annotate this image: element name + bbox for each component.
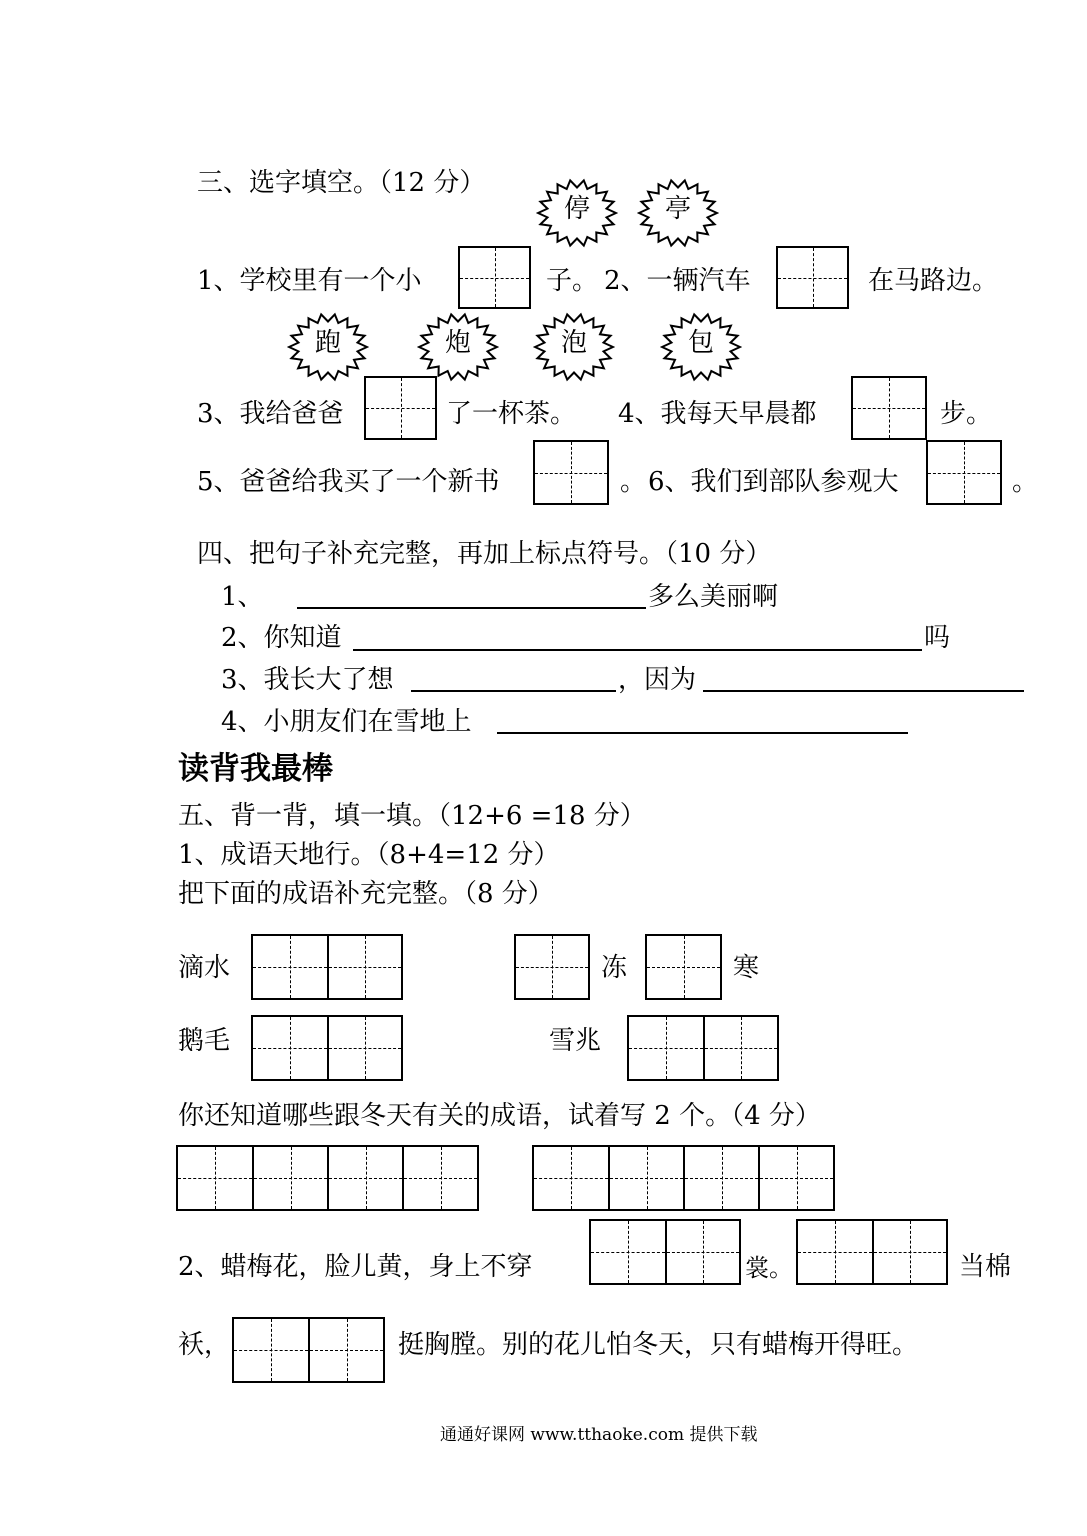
writing-cell[interactable] — [308, 1317, 385, 1383]
writing-cell[interactable] — [251, 934, 329, 1000]
writing-cell[interactable] — [796, 1219, 874, 1285]
idiom2-suffix: 寒 — [733, 953, 760, 983]
part2-answer-boxes-2[interactable] — [796, 1219, 948, 1285]
char-option-ting-pavilion — [637, 178, 719, 248]
extra-idiom-1-boxes[interactable] — [176, 1145, 479, 1211]
idiom3-prefix: 鹅毛 — [178, 1026, 231, 1056]
writing-cell[interactable] — [364, 376, 437, 440]
idiom3-answer-boxes[interactable] — [251, 1015, 403, 1081]
extra-idioms-instruction: 你还知道哪些跟冬天有关的成语，试着写 2 个。（4 分） — [178, 1101, 821, 1131]
char-label: 停 — [563, 194, 590, 224]
part2-text-1: 2、蜡梅花，脸儿黄，身上不穿 — [178, 1252, 533, 1282]
q3-suffix: 了一杯茶。 — [446, 399, 577, 429]
writing-cell[interactable] — [703, 1015, 779, 1081]
writing-cell[interactable] — [776, 246, 849, 309]
writing-cell[interactable] — [872, 1219, 948, 1285]
part2-answer-boxes-3[interactable] — [232, 1317, 385, 1383]
char-label: 亭 — [664, 194, 691, 224]
writing-cell[interactable] — [327, 1015, 403, 1081]
char-label: 泡 — [560, 328, 587, 358]
idiom4-answer-boxes[interactable] — [627, 1015, 779, 1081]
s3-blank-2[interactable] — [703, 690, 1024, 692]
q4-answer-box[interactable] — [851, 376, 927, 440]
writing-cell[interactable] — [851, 376, 927, 440]
q2-suffix: 在马路边。 — [868, 266, 999, 296]
char-label: 跑 — [314, 328, 341, 358]
writing-cell[interactable] — [926, 440, 1002, 505]
writing-cell[interactable] — [514, 934, 590, 1000]
char-option-pao-cannon — [417, 312, 499, 382]
writing-cell[interactable] — [665, 1219, 741, 1285]
writing-cell[interactable] — [252, 1145, 329, 1211]
q6-answer-box[interactable] — [926, 440, 1002, 505]
char-option-pao-bubble — [533, 312, 615, 382]
writing-cell[interactable] — [533, 440, 609, 505]
part1-heading: 1、成语天地行。（8+4=12 分） — [178, 840, 560, 870]
section3-heading: 三、选字填空。（12 分） — [197, 168, 486, 198]
s3-prefix: 3、我长大了想 — [221, 665, 394, 695]
writing-cell[interactable] — [683, 1145, 760, 1211]
writing-cell[interactable] — [327, 1145, 404, 1211]
s2-suffix: 吗 — [924, 623, 951, 653]
idiom2-answer-box-2[interactable] — [645, 934, 722, 1000]
writing-cell[interactable] — [758, 1145, 835, 1211]
idiom2-answer-box-1[interactable] — [514, 934, 590, 1000]
s1-number: 1、 — [221, 582, 264, 612]
section4-heading: 四、把句子补充完整，再加上标点符号。（10 分） — [197, 539, 772, 569]
writing-cell[interactable] — [608, 1145, 685, 1211]
q1-suffix: 子。 — [546, 266, 599, 296]
writing-cell[interactable] — [176, 1145, 254, 1211]
writing-cell[interactable] — [627, 1015, 705, 1081]
idiom1-answer-boxes[interactable] — [251, 934, 403, 1000]
writing-cell[interactable] — [232, 1317, 310, 1383]
s3-middle: ，因为 — [618, 665, 697, 695]
q3-prefix: 3、我给爸爸 — [197, 399, 344, 429]
q6-suffix: 。 — [1012, 467, 1039, 497]
section5-heading: 五、背一背，填一填。（12+6 =18 分） — [178, 801, 646, 831]
footer-credit: 通通好课网 www.tthaoke.com 提供下载 — [440, 1425, 758, 1445]
q5-suffix: 。 — [620, 467, 647, 497]
idiom1-prefix: 滴水 — [178, 953, 231, 983]
part2-answer-boxes-1[interactable] — [589, 1219, 741, 1285]
q5-answer-box[interactable] — [533, 440, 609, 505]
part2-text-5: 挺胸膛。别的花儿怕冬天，只有蜡梅开得旺。 — [398, 1330, 919, 1360]
q1-answer-box[interactable] — [458, 246, 531, 309]
part1-instruction: 把下面的成语补充完整。（8 分） — [178, 879, 554, 909]
part2-text-4: 袄， — [178, 1330, 231, 1360]
q1-prefix: 1、学校里有一个小 — [197, 266, 422, 296]
q6-prefix: 6、我们到部队参观大 — [648, 467, 899, 497]
s1-blank[interactable] — [297, 607, 646, 609]
q2-answer-box[interactable] — [776, 246, 849, 309]
char-label: 炮 — [444, 328, 471, 358]
extra-idiom-2-boxes[interactable] — [532, 1145, 835, 1211]
s2-blank[interactable] — [353, 649, 922, 651]
char-option-pao-run — [287, 312, 369, 382]
part2-text-3: 当棉 — [959, 1252, 1012, 1282]
q4-suffix: 步。 — [940, 399, 993, 429]
s1-suffix: 多么美丽啊 — [648, 582, 779, 612]
idiom4-prefix: 雪兆 — [549, 1026, 602, 1056]
q5-prefix: 5、爸爸给我买了一个新书 — [197, 467, 500, 497]
reading-section-title: 读背我最棒 — [178, 751, 333, 787]
char-label: 包 — [687, 328, 714, 358]
char-option-ting-stop — [536, 178, 618, 248]
writing-cell[interactable] — [458, 246, 531, 309]
writing-cell[interactable] — [532, 1145, 610, 1211]
idiom2-middle: 冻 — [601, 953, 628, 983]
writing-cell[interactable] — [251, 1015, 329, 1081]
writing-cell[interactable] — [645, 934, 722, 1000]
s2-prefix: 2、你知道 — [221, 623, 342, 653]
q3-answer-box[interactable] — [364, 376, 437, 440]
s4-blank[interactable] — [497, 732, 908, 734]
char-option-bao-bag — [660, 312, 742, 382]
writing-cell[interactable] — [589, 1219, 667, 1285]
part2-text-2: 裳。 — [745, 1254, 793, 1282]
s3-blank-1[interactable] — [411, 690, 616, 692]
writing-cell[interactable] — [402, 1145, 479, 1211]
writing-cell[interactable] — [327, 934, 403, 1000]
q4-prefix: 4、我每天早晨都 — [618, 399, 817, 429]
s4-prefix: 4、小朋友们在雪地上 — [221, 707, 472, 737]
q2-prefix: 2、一辆汽车 — [604, 266, 751, 296]
